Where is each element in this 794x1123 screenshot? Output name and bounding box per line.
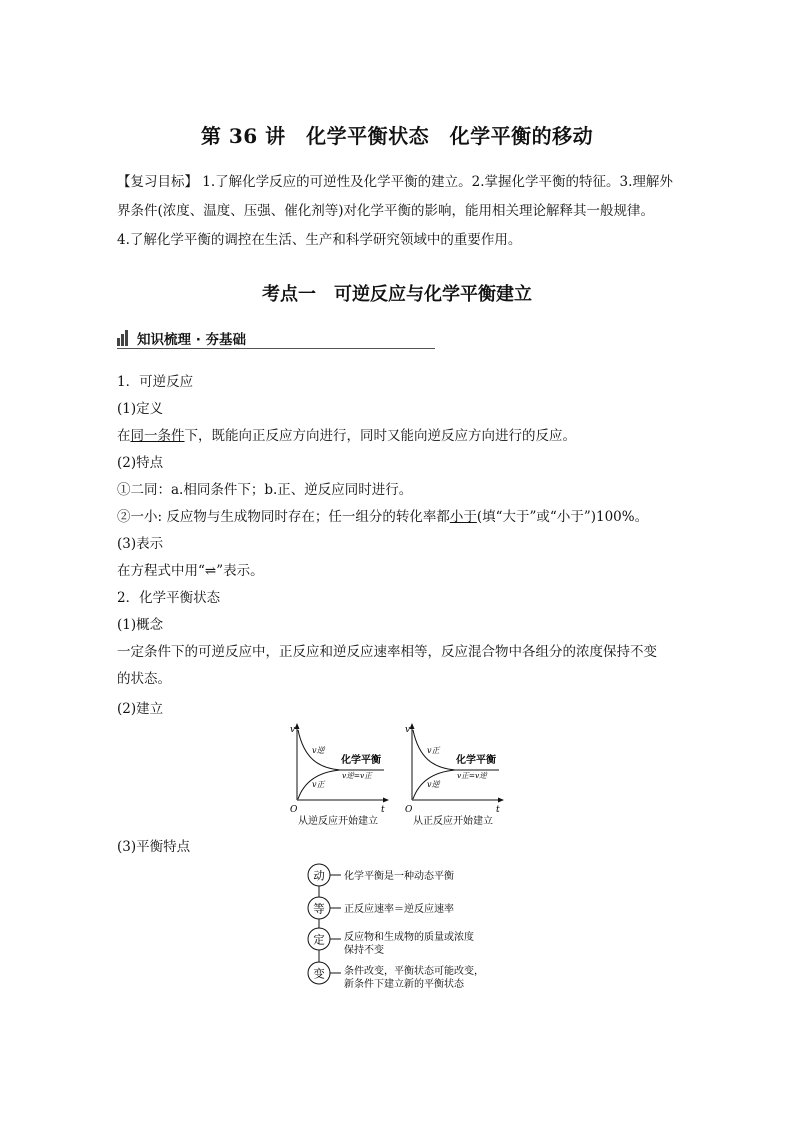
- left-origin-label: O: [290, 805, 298, 815]
- concept-line-1: 一定条件下的可逆反应中，正反应和逆反应速率相等，反应混合物中各组分的浓度保持不变: [117, 644, 657, 660]
- left-x-axis-label: t: [381, 805, 385, 815]
- page-title: 第 36 讲 化学平衡状态 化学平衡的移动: [200, 124, 594, 148]
- right-y-axis-label: v: [405, 725, 411, 735]
- objectives-label: 【复习目标】: [117, 174, 198, 190]
- left-lower-curve-label: v正: [312, 780, 325, 789]
- representation-text: 在方程式中用“⇌”表示。: [117, 563, 264, 579]
- feature-char-dynamic: 动: [313, 868, 325, 883]
- left-equilibrium-relation: v逆=v正: [342, 771, 372, 780]
- heading-representation: (3)表示: [117, 536, 164, 552]
- section-title: 考点一 可逆反应与化学平衡建立: [262, 284, 532, 305]
- definition-pre: 在: [117, 428, 131, 444]
- heading-reversible: 1．可逆反应: [117, 374, 194, 390]
- left-y-axis-label: v: [290, 725, 296, 735]
- definition-text: [117, 424, 576, 444]
- heading-equilibrium-state: 2．化学平衡状态: [117, 590, 221, 606]
- right-graph-caption: 从正反应开始建立: [413, 816, 493, 827]
- right-x-axis-label: t: [496, 805, 500, 815]
- feature-one-small: [117, 505, 648, 525]
- feature-one-small-post: (填“大于”或“小于”)100%。: [476, 509, 649, 525]
- right-equilibrium-relation: v正=v逆: [457, 771, 487, 780]
- knowledge-bar: [117, 328, 435, 349]
- feature-text-change: 条件改变，平衡状态可能改变，: [344, 966, 484, 977]
- graph-from-reverse: [284, 720, 400, 828]
- right-equilibrium-title: 化学平衡: [456, 755, 496, 766]
- objectives-line-1: 1.了解化学反应的可逆性及化学平衡的建立。2.掌握化学平衡的特征。3.理解外: [198, 174, 673, 190]
- feature-text-equal: 正反应速率＝逆反应速率: [344, 904, 454, 915]
- right-upper-curve-label: v正: [427, 746, 440, 755]
- feature-text-dynamic: 化学平衡是一种动态平衡: [344, 871, 454, 882]
- left-graph-caption: 从逆反应开始建立: [298, 816, 378, 827]
- definition-underlined: 同一条件: [130, 428, 185, 444]
- feature-text-fixed: 反应物和生成物的质量或浓度: [344, 932, 474, 943]
- equilibrium-features-diagram: [303, 860, 503, 995]
- feature-char-fixed: 定: [313, 932, 325, 947]
- objectives-line-2: 界条件(浓度、温度、压强、催化剂等)对化学平衡的影响，能用相关理论解释其一般规律。: [117, 203, 655, 219]
- definition-post: 下，既能向正反应方向进行，同时又能向逆反应方向进行的反应。: [184, 428, 576, 444]
- heading-equilibrium-features: (3)平衡特点: [117, 839, 191, 855]
- bar-chart-icon: [117, 330, 131, 346]
- knowledge-bar-label: 知识梳理 · 夯基础: [137, 332, 247, 348]
- heading-concept: (1)概念: [117, 617, 164, 633]
- heading-features: (2)特点: [117, 455, 164, 471]
- feature-char-equal: 等: [313, 901, 325, 916]
- left-equilibrium-title: 化学平衡: [341, 755, 381, 766]
- concept-line-2: 的状态。: [117, 671, 171, 687]
- objectives-line-3: 4.了解化学平衡的调控在生活、生产和科学研究领域中的重要作用。: [117, 232, 522, 248]
- feature-text-change-2: 新条件下建立新的平衡状态: [344, 979, 464, 990]
- feature-one-small-answer: 小于: [449, 509, 477, 525]
- feature-text-fixed-2: 保持不变: [344, 945, 384, 956]
- feature-two-same: ①二同：a.相同条件下；b.正、逆反应同时进行。: [117, 482, 413, 498]
- heading-establishment: (2)建立: [117, 701, 164, 717]
- review-objectives: [117, 168, 683, 255]
- graph-from-forward: [399, 720, 515, 828]
- feature-char-change: 变: [313, 966, 325, 981]
- heading-definition: (1)定义: [117, 401, 164, 417]
- right-lower-curve-label: v逆: [427, 780, 440, 789]
- left-upper-curve-label: v逆: [312, 746, 325, 755]
- right-origin-label: O: [405, 805, 413, 815]
- feature-one-small-pre: ②一小: 反应物与生成物同时存在；任一组分的转化率都: [117, 509, 450, 525]
